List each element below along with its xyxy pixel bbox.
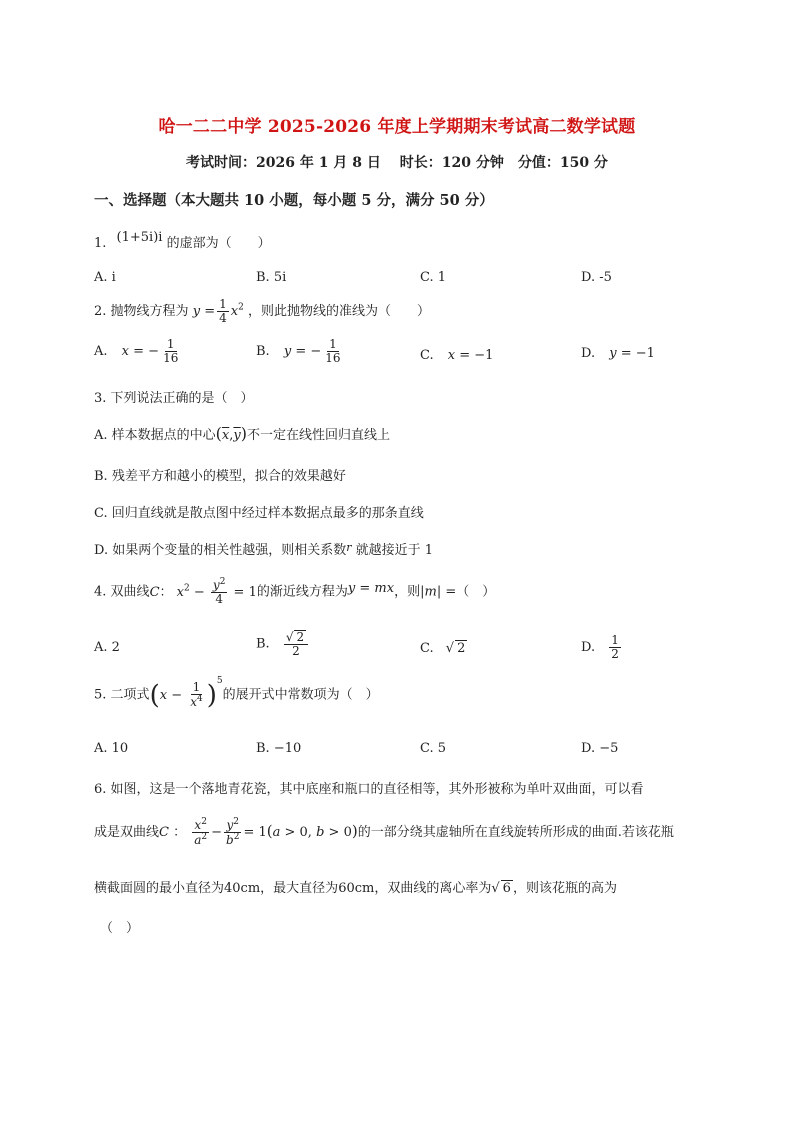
option-d: D. $\frac{1}{2}$ [581,633,619,662]
question-number: 1. [94,236,107,251]
parabola-equation: y = $\frac{1}{4}$ $x^2$ [192,297,244,326]
question-5: 5. 二项式(x − $\frac{1}{x^4}$ )$^5$的展开式中常数项为（ ） [94,676,379,710]
question-number: 3. [94,391,107,406]
option-b: B. −10 [256,741,302,756]
question-6-line-3: 横截面圆的最小直径为40cm，最大直径为60cm，双曲线的离心率为√ 6 ，则该花瓶的高为 [94,881,617,896]
option-b: B. $\frac{√ 2}{2}$ [256,630,310,658]
question-text: 下列说法正确的是（ ） [110,391,254,406]
exam-info: 考试时间：2026 年 1 月 8 日 时长：120 分钟 分值：150 分 [186,155,608,171]
option-d: D. −5 [581,741,619,756]
question-text: 的虚部为（ ） [166,236,271,251]
question-6-line-2: 成是双曲线C ： $\frac{x^2}{a^2}$ − $\frac{y^2}{b^2}$ = 1(a > 0, b > 0)的一部分绕其虚轴所在直线旋转所形成的曲面.若该花瓶 [94,817,674,848]
option-a: A. i [94,270,116,285]
option-b: B. 残差平方和越小的模型，拟合的效果越好 [94,469,346,484]
hyperbola-equation: C： $x^2$ − $\frac{y^2}{4}$ = 1 [149,577,257,607]
question-2 [94,298,430,325]
question-number: 2. [94,304,107,320]
exam-title: 哈一二二中学 2025-2026 年度上学期期末考试高二数学试题 [158,117,636,137]
option-d: D. 如果两个变量的相关性越强，则相关系数$^r$ 就越接近于 1 [94,541,434,558]
question-4: 4. 双曲线C： $x^2$ − $\frac{y^2}{4}$ = 1的渐近线方程为y = mx，则|m| =（ ） [94,577,496,607]
question-number: 6. [94,782,107,797]
option-a: A. 样本数据点的中心$(\overline{x},\overline{y})$不一定在线性回归直线上 [94,424,391,443]
math-expression: (1+5i)i [116,230,163,245]
question-3 [94,387,254,406]
option-d: D. y = −1 [581,346,655,361]
option-c: C. √ 2 [420,641,466,656]
option-b: B. 5i [256,270,287,285]
question-6 [94,778,644,797]
option-c: C. 5 [420,741,447,756]
question-text: 抛物线方程为 [110,304,189,320]
question-text: ，则此抛物线的准线为（ ） [247,304,430,320]
question-number: 4. [94,584,107,600]
option-c: C. x = −1 [420,348,494,363]
option-c: C. 回归直线就是散点图中经过样本数据点最多的那条直线 [94,506,424,521]
question-6-blank: （ ） [100,921,140,936]
question-text: 如图，这是一个落地青花瓷，其中底座和瓶口的直径相等，其外形被称为单叶双曲面，可以看 [110,782,644,797]
option-d: D. -5 [581,270,612,285]
question-number: 5. [94,687,107,703]
question-1 [94,232,271,251]
section-heading: 一、选择题（本大题共 10 小题，每小题 5 分，满分 50 分） [94,192,494,209]
binomial-expression: (x − $\frac{1}{x^4}$ )$^5$ [149,676,223,710]
option-c: C. 1 [420,270,447,285]
option-a: A. 10 [94,741,129,756]
hyperbola-equation: C ： $\frac{x^2}{a^2}$ − $\frac{y^2}{b^2}$ = 1(a > 0, b > 0) [159,817,358,848]
question-text: 双曲线 [110,584,150,600]
option-a: A. x = − $\frac{1}{16}$ [94,337,179,366]
question-text: 二项式 [110,687,150,703]
option-b: B. y = − $\frac{1}{16}$ [256,337,341,366]
option-a: A. 2 [94,640,120,655]
